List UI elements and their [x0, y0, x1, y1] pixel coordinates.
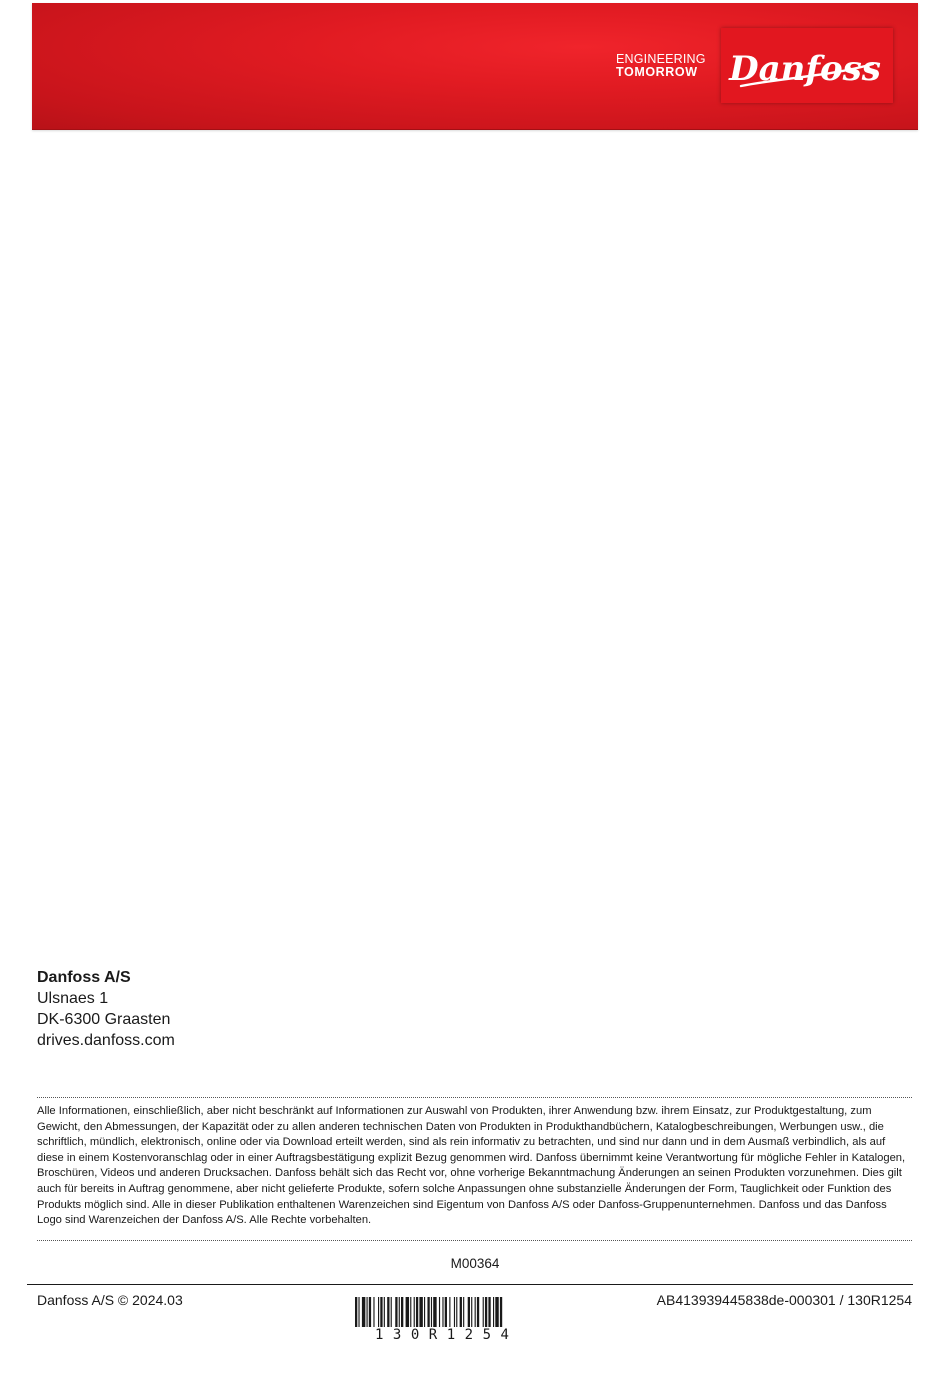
header-band: [32, 3, 918, 130]
tagline-line1: ENGINEERING: [616, 52, 706, 66]
disclaimer-text: Alle Informationen, einschließlich, aber nicht beschränkt auf Informationen zur Auswahl von Produkten, ihrer Anwendung bzw. ihrem Einsatz, zur Produktgestaltung, zum Gewicht, den Abmessungen, der Kapazität oder zu allen anderen technischen Daten von Produkten in Produkthandbüchern, Katalogbeschreibungen, Werbungen usw., die schriftlich, mündlich, elektronisch, online oder via Download erteilt werden, sind als rein informativ zu betrachten, und sind nur dann und in dem Ausmaß verbindlich, als auf diese in einem Kostenvoranschlag oder in einer Auftragsbestätigung explizit Bezug genommen wird. Danfoss übernimmt keine Verantwortung für mögliche Fehler in Katalogen, Broschüren, Videos und anderen Drucksachen. Danfoss behält sich das Recht vor, ohne vorherige Bekanntmachung Änderungen an seinen Produkten vorzunehmen. Dies gilt auch für bereits in Auftrag genommene, aber nicht gelieferte Produkte, sofern solche Anpassungen ohne substanzielle Änderungen der Form, Tauglichkeit oder Funktion des Produkts möglich sind. Alle in dieser Publikation enthaltenen Warenzeichen sind Eigentum von Danfoss A/S oder Danfoss-Gruppenunternehmen. Danfoss und das Danfoss Logo sind Warenzeichen der Danfoss A/S. Alle Rechte vorbehalten.: [37, 1105, 906, 1227]
website-link[interactable]: drives.danfoss.com: [37, 1032, 175, 1049]
barcode-bar: [416, 1297, 418, 1327]
danfoss-logo: [721, 28, 893, 103]
barcode-bar: [433, 1297, 436, 1327]
copyright-text: Danfoss A/S © 2024.03: [37, 1292, 183, 1308]
barcode-bar: [471, 1297, 472, 1327]
barcode-bar: [460, 1297, 462, 1327]
barcode-bar: [378, 1297, 379, 1327]
barcode-bar: [369, 1297, 371, 1327]
barcode-icon: [355, 1297, 589, 1327]
barcode-bar: [449, 1297, 450, 1327]
barcode-bar: [355, 1297, 357, 1327]
barcode-bar: [463, 1297, 464, 1327]
divider-top: [37, 1097, 912, 1098]
barcode-bar: [468, 1297, 470, 1327]
barcode-bar: [427, 1297, 429, 1327]
barcode-bar: [391, 1297, 392, 1327]
engineering-tomorrow-tagline: [616, 53, 716, 79]
logo-wordmark: Danfoss: [729, 49, 881, 89]
barcode-bar: [399, 1297, 400, 1327]
barcode-bar: [401, 1297, 403, 1327]
city-address: DK-6300 Graasten: [37, 1011, 171, 1028]
tagline-line2: TOMORROW: [616, 65, 698, 79]
barcode-bar: [483, 1297, 484, 1327]
divider-bottom: [37, 1240, 912, 1241]
barcode-bar: [406, 1297, 409, 1327]
barcode-bar: [373, 1297, 374, 1327]
barcode-bar: [495, 1297, 498, 1327]
danfoss-logo-icon: [721, 28, 893, 103]
barcode-bar: [445, 1297, 447, 1327]
document-id: AB413939445838de-000301 / 130R1254: [656, 1292, 912, 1308]
barcode-bar: [454, 1297, 455, 1327]
barcode-bar: [387, 1297, 389, 1327]
barcode-bar: [380, 1297, 382, 1327]
barcode-bar: [439, 1297, 440, 1327]
street-address: Ulsnaes 1: [37, 990, 109, 1007]
barcode-bar: [419, 1297, 422, 1327]
address-block: [37, 967, 175, 1051]
barcode-bar: [424, 1297, 425, 1327]
barcode-bar: [384, 1297, 385, 1327]
barcode-bar: [358, 1297, 359, 1327]
barcode-bar: [485, 1297, 487, 1327]
barcode-bar: [395, 1297, 397, 1327]
barcode-bar: [493, 1297, 494, 1327]
barcode-bar: [442, 1297, 443, 1327]
barcode-bar: [410, 1297, 411, 1327]
footer-rule: [27, 1284, 913, 1285]
barcode-number: 130R1254: [375, 1327, 519, 1343]
company-name: Danfoss A/S: [37, 969, 131, 986]
barcode-bar: [488, 1297, 490, 1327]
barcode-bar: [477, 1297, 479, 1327]
barcode-bar: [414, 1297, 415, 1327]
barcode-bar: [456, 1297, 457, 1327]
barcode-bar: [362, 1297, 365, 1327]
document-code: M00364: [450, 1256, 500, 1271]
barcode-bar: [431, 1297, 432, 1327]
barcode-bar: [500, 1297, 502, 1327]
barcode-bar: [475, 1297, 476, 1327]
barcode-bar: [367, 1297, 368, 1327]
